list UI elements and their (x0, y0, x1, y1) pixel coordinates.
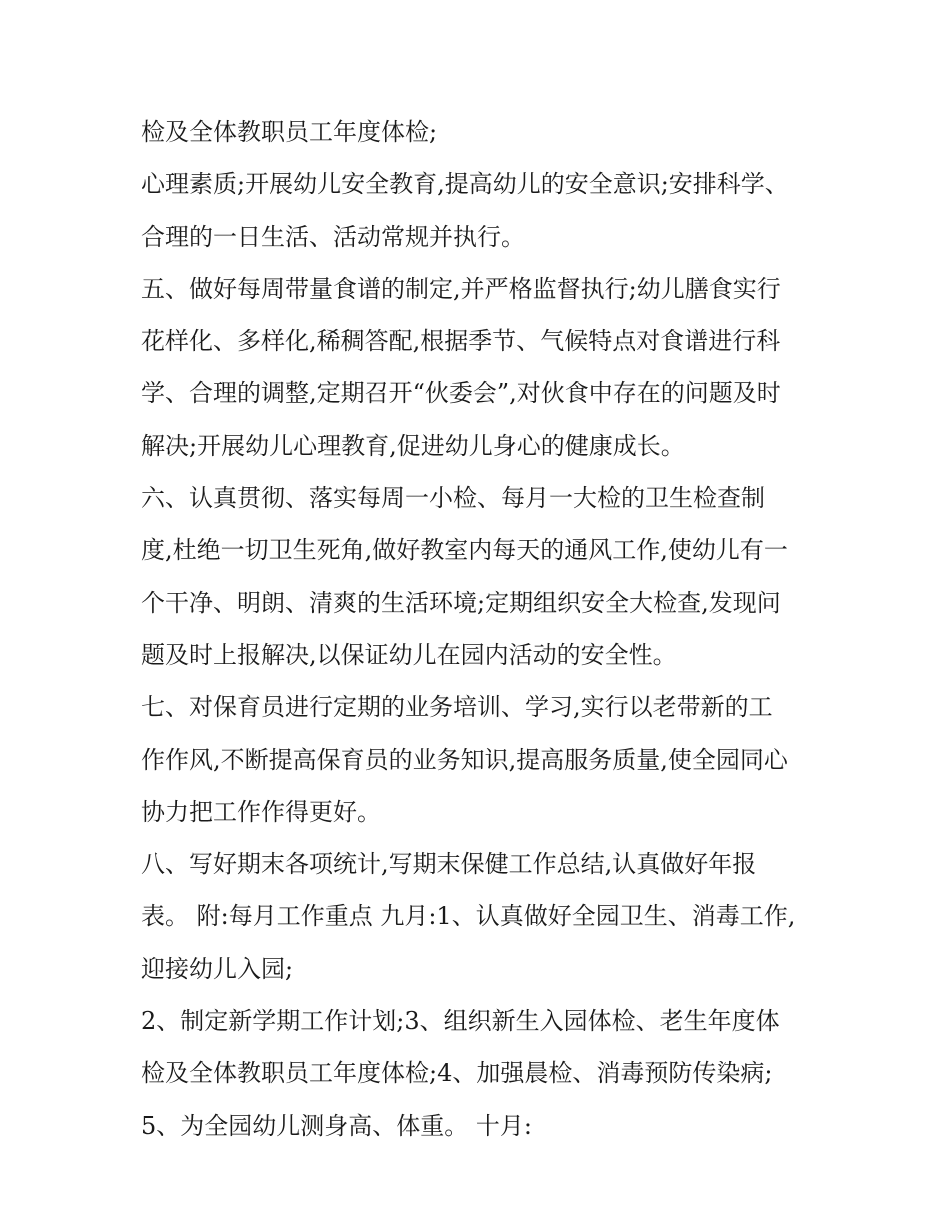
text-line: 学、合理的调整,定期召开“伙委会”,对伙食中存在的问题及时 (141, 379, 781, 408)
text-line: 个干净、明朗、清爽的生活环境;定期组织安全大检查,发现问 (141, 588, 781, 617)
text-line: 花样化、多样化,稀稠答配,根据季节、气候特点对食谱进行科 (141, 327, 781, 356)
text-line: 检及全体教职员工年度体检;4、加强晨检、消毒预防传染病; (141, 1059, 773, 1088)
text-line: 作作风,不断提高保育员的业务知识,提高服务质量,使全园同心 (141, 745, 788, 774)
text-line: 表。 附:每月工作重点 九月:1、认真做好全园卫生、消毒工作, (141, 902, 796, 931)
text-line: 五、做好每周带量食谱的制定,并严格监督执行;幼儿膳食实行 (141, 274, 781, 303)
text-line: 迎接幼儿入园; (141, 954, 294, 983)
text-line: 检及全体教职员工年度体检; (141, 118, 438, 146)
text-line: 题及时上报解决,以保证幼儿在园内活动的安全性。 (141, 640, 677, 669)
text-line: 度,杜绝一切卫生死角,做好教室内每天的通风工作,使幼儿有一 (141, 536, 788, 565)
text-line: 心理素质;开展幼儿安全教育,提高幼儿的安全意识;安排科学、 (141, 170, 789, 199)
text-line: 协力把工作作得更好。 (141, 797, 381, 826)
text-line: 八、写好期末各项统计,写期末保健工作总结,认真做好年报 (141, 850, 757, 879)
text-line: 合理的一日生活、活动常规并执行。 (141, 222, 525, 251)
text-line: 七、对保育员进行定期的业务培训、学习,实行以老带新的工 (141, 693, 773, 722)
document-body (141, 106, 821, 1152)
text-line: 5、为全园幼儿测身高、体重。 十月: (141, 1111, 532, 1140)
text-line: 解决;开展幼儿心理教育,促进幼儿身心的健康成长。 (141, 431, 685, 460)
text-line: 2、制定新学期工作计划;3、组织新生入园体检、老生年度体 (141, 1007, 780, 1036)
text-line: 六、认真贯彻、落实每周一小检、每月一大检的卫生检查制 (141, 484, 765, 513)
